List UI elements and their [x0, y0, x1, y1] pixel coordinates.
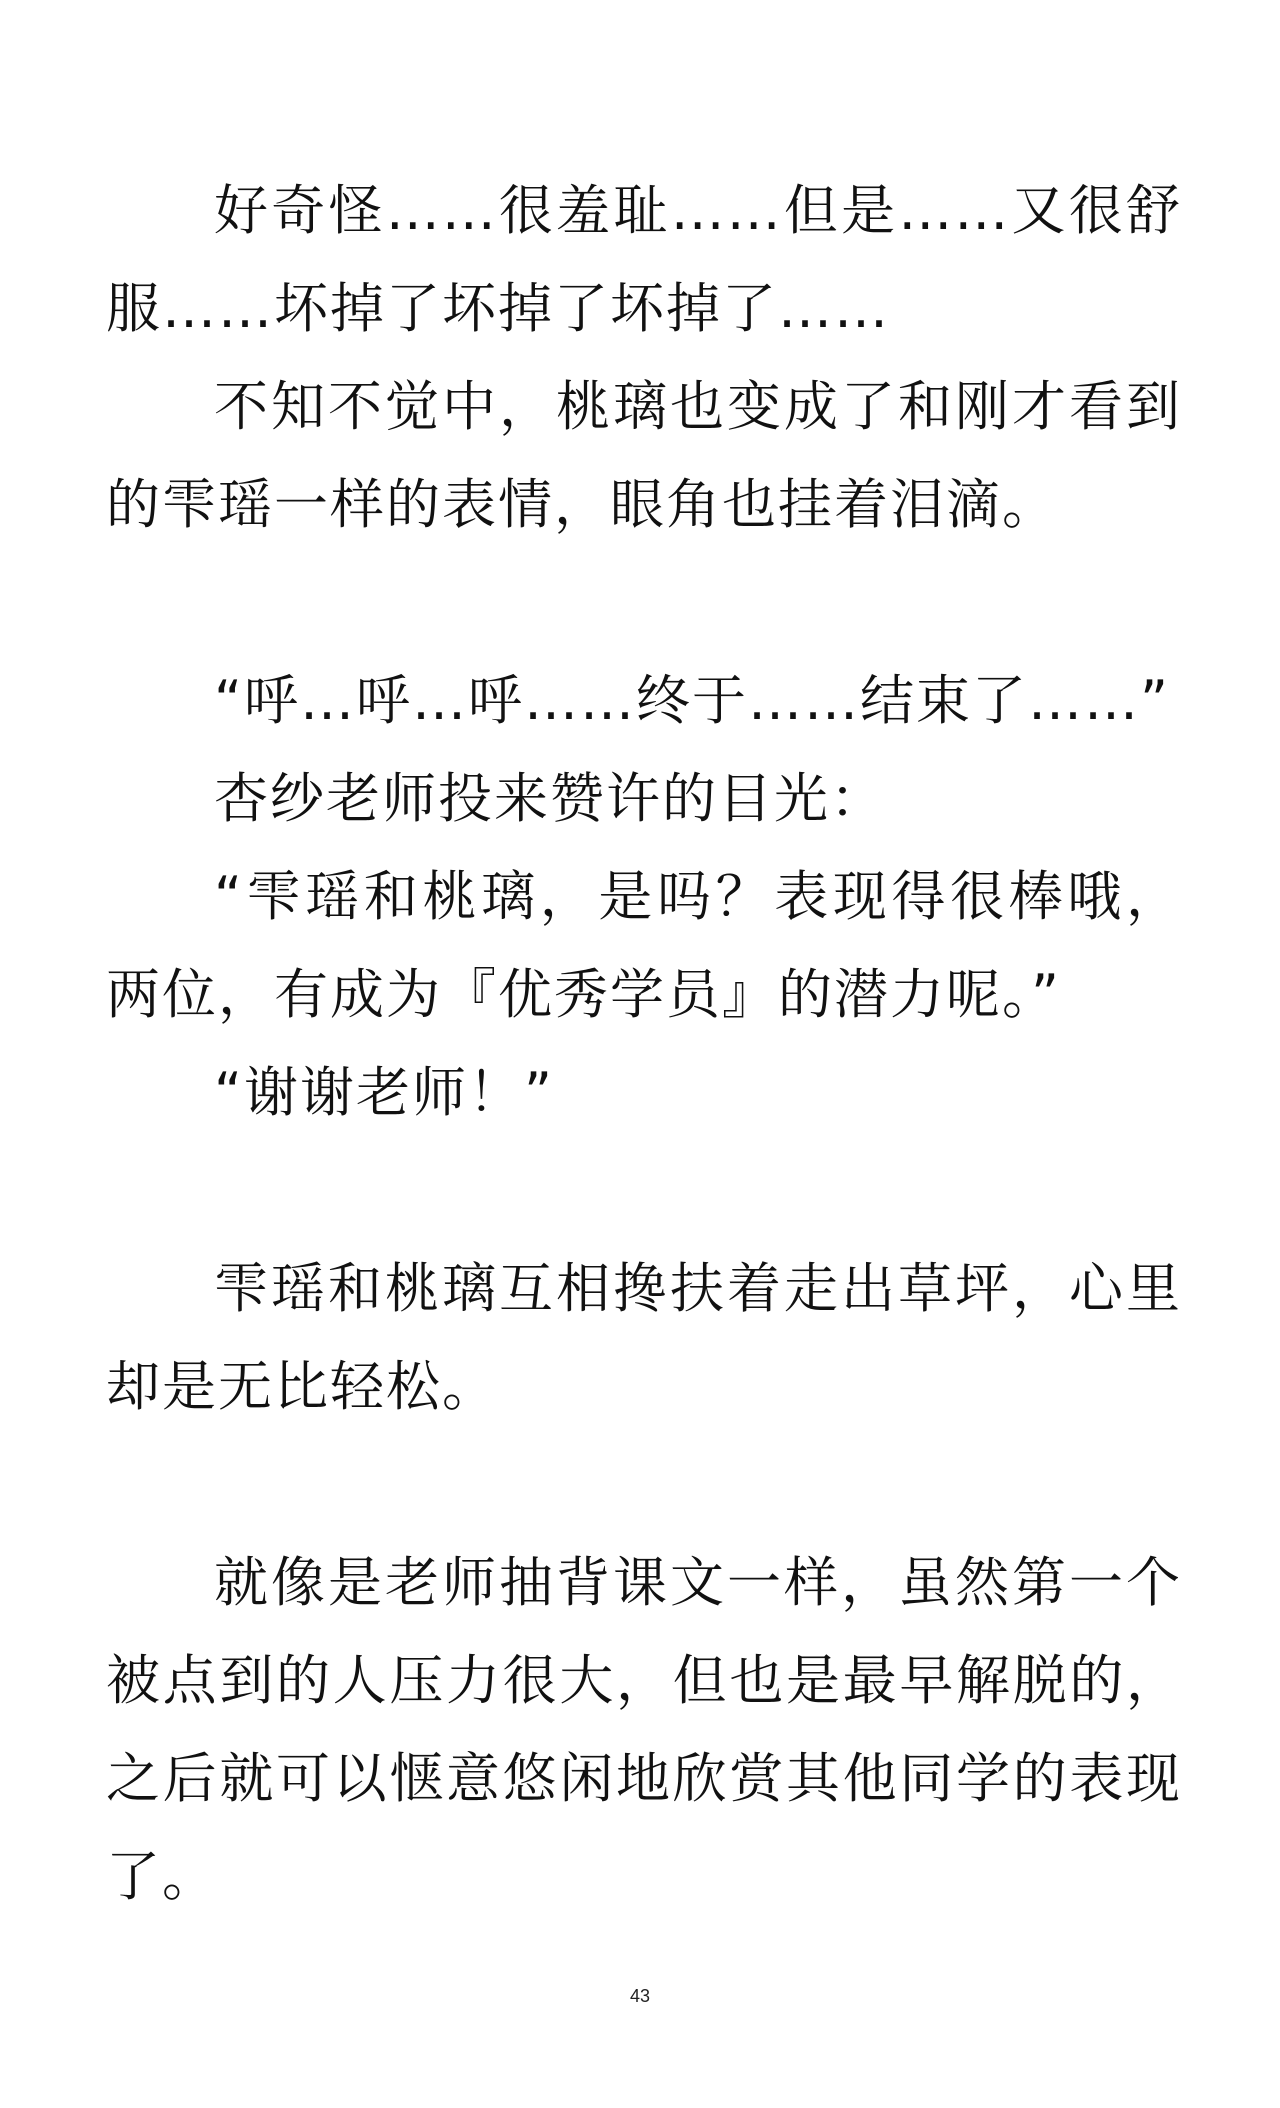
paragraph-5: “雫瑶和桃璃，是吗？表现得很棒哦，两位，有成为『优秀学员』的潜力呢。” [106, 865, 1182, 1026]
paragraph-8: 就像是老师抽背课文一样，虽然第一个被点到的人压力很大，但也是最早解脱的，之后就可以惬意悠闲地欣赏其他同学的表现了。 [106, 1551, 1182, 1908]
paragraph-gap [106, 1142, 1182, 1240]
paragraph-6: “谢谢老师！” [214, 1061, 554, 1124]
paragraph-3: “呼…呼…呼……终于……结束了……” [214, 669, 1170, 732]
paragraph-1: 好奇怪……很羞耻……但是……又很舒服……坏掉了坏掉了坏掉了…… [106, 179, 1182, 340]
paragraph-4: 杏纱老师投来赞许的目光： [214, 767, 886, 830]
paragraph-2: 不知不觉中，桃璃也变成了和刚才看到的雫瑶一样的表情，眼角也挂着泪滴。 [106, 375, 1182, 536]
paragraph-7: 雫瑶和桃璃互相搀扶着走出草坪，心里却是无比轻松。 [106, 1257, 1182, 1418]
page-number: 43 [629, 1986, 651, 2006]
paragraph-gap [106, 554, 1182, 652]
paragraph-gap [106, 1436, 1182, 1534]
body-text [106, 162, 1182, 1926]
